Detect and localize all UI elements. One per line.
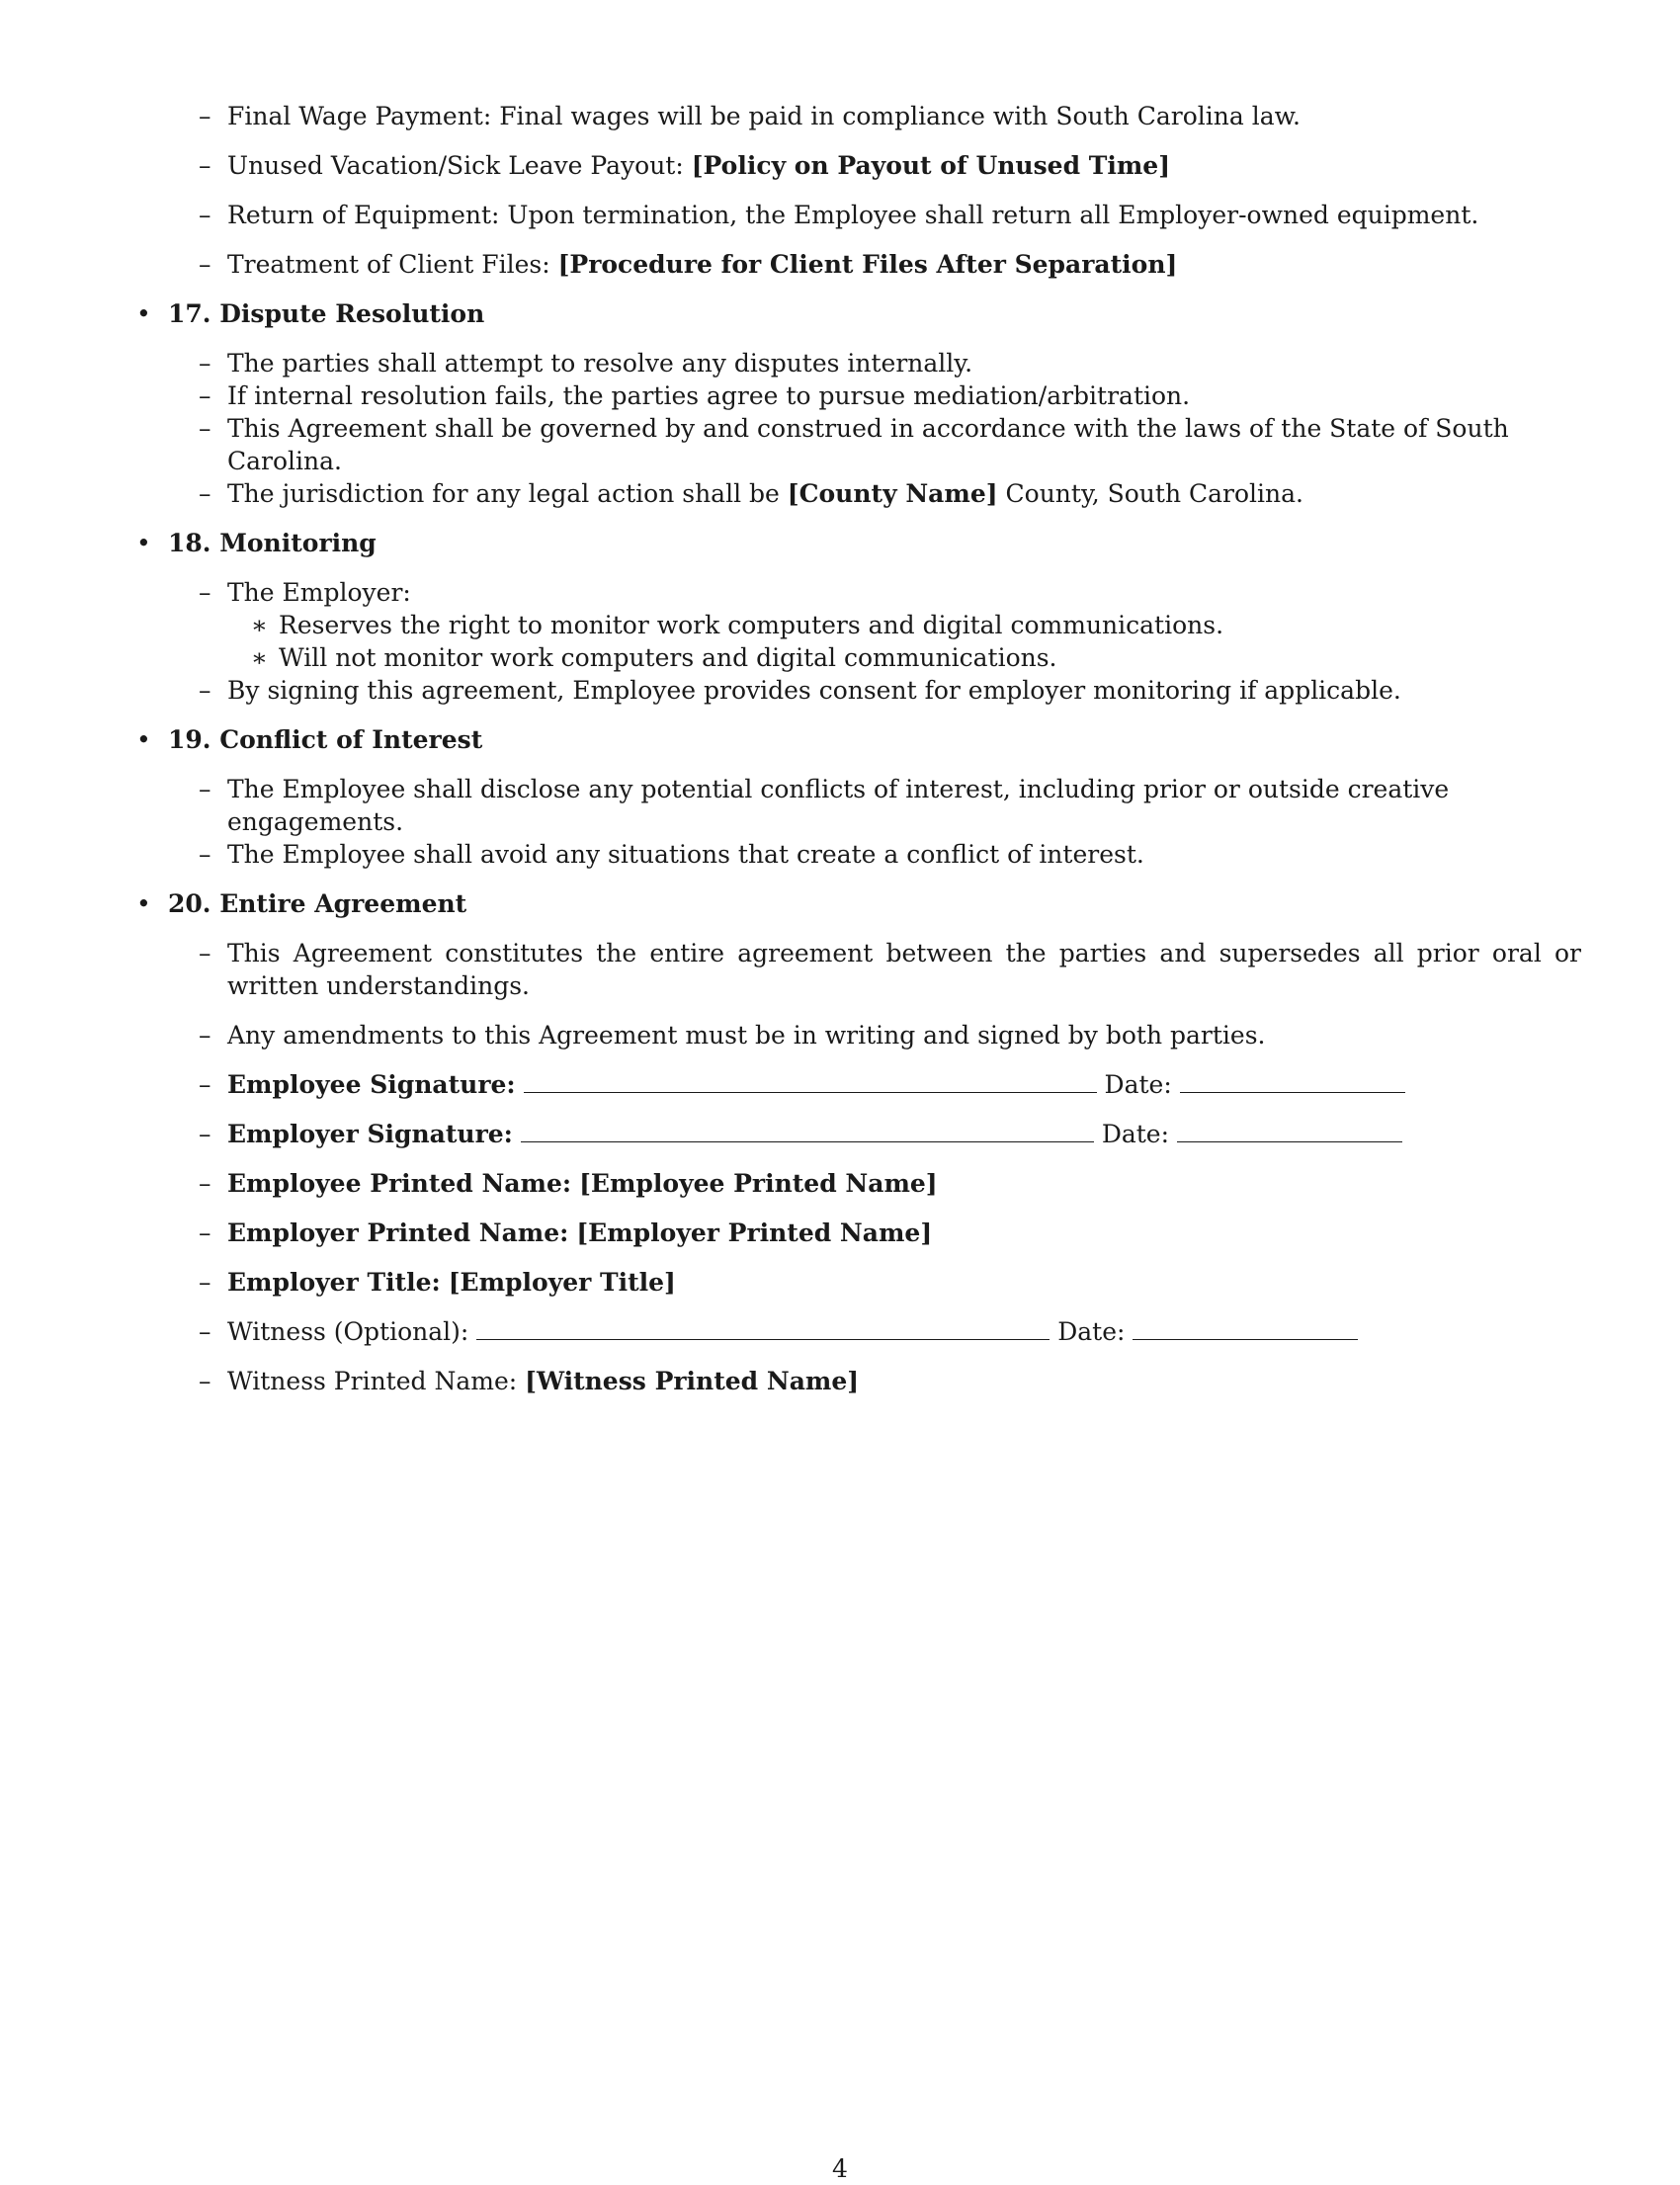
witness-date-line[interactable] [1133,1315,1358,1340]
employer-title-row: – Employer Title: [Employer Title] [199,1268,676,1297]
bullet-icon: • [136,299,151,328]
dash-bullet: – [199,1169,211,1198]
dash-bullet: – [199,939,211,967]
asterisk-bullet: ∗ [251,643,268,672]
list-item: – The Employee shall avoid any situations that create a conflict of interest. [199,840,1144,869]
entire-agreement-item: – This Agreement constitutes the entire agreement between the parties and supersedes all prior oral or written understandings. [199,939,1581,1000]
jurisdiction-item: – The jurisdiction for any legal action shall be [County Name] County, South Carolina. [199,479,1303,508]
employer-printed-name-placeholder: [Employer Printed Name] [576,1219,933,1247]
asterisk-bullet: ∗ [251,611,268,639]
bullet-icon: • [136,725,151,754]
bullet-icon: • [136,889,151,918]
list-item: – If internal resolution fails, the parties agree to pursue mediation/arbitration. [199,381,1191,410]
list-item: – This Agreement shall be governed by and construed in accordance with the laws of the State of South Carolina. [199,414,1509,475]
section-17-heading: • 17. Dispute Resolution [136,299,485,328]
final-wage-item: – Final Wage Payment: Final wages will be paid in compliance with South Carolina law. [199,102,1301,130]
monitoring-option: ∗ Will not monitor work computers and digital communications. [251,643,1057,672]
employer-date-line[interactable] [1177,1118,1402,1142]
witness-printed-name-row: – Witness Printed Name: [Witness Printed Name] [199,1367,860,1395]
dash-bullet: – [199,479,211,508]
amendments-item: – Any amendments to this Agreement must be in writing and signed by both parties. [199,1021,1266,1050]
unused-leave-item: – Unused Vacation/Sick Leave Payout: [Policy on Payout of Unused Time] [199,151,1171,180]
document-body [134,100,1581,1414]
section-19-heading: • 19. Conflict of Interest [136,725,483,754]
dash-bullet: – [199,381,211,410]
dash-bullet: – [199,840,211,869]
client-files-placeholder: [Procedure for Client Files After Separation] [557,250,1178,279]
dash-bullet: – [199,1317,211,1346]
dash-bullet: – [199,1021,211,1050]
dash-bullet: – [199,578,211,607]
unused-leave-placeholder: [Policy on Payout of Unused Time] [691,151,1171,180]
employer-signature-row: – Employer Signature: Date: [134,1118,1581,1150]
return-equipment-item: – Return of Equipment: Upon termination, the Employee shall return all Employer-owned equipment. [199,201,1479,229]
county-placeholder: [County Name] [787,479,998,508]
dash-bullet: – [199,250,211,279]
dash-bullet: – [199,102,211,130]
section-19-list [134,773,1581,871]
employer-printed-name-row: – Employer Printed Name: [Employer Printed Name] [199,1219,933,1247]
dash-bullet: – [199,349,211,378]
section-20-heading: • 20. Entire Agreement [136,889,467,918]
dash-bullet: – [199,1219,211,1247]
list-item: – The parties shall attempt to resolve any disputes internally. [199,349,973,378]
bullet-icon: • [136,529,151,557]
witness-signature-line[interactable] [476,1315,1050,1340]
witness-signature-row: – Witness (Optional): Date: [134,1315,1581,1348]
dash-bullet: – [199,1367,211,1395]
list-item: – The Employee shall disclose any potential conflicts of interest, including prior or outside creative engagements. [199,775,1450,836]
employer-label-item: – The Employer: [199,578,411,607]
employee-printed-name-row: – Employee Printed Name: [Employee Printed Name] [199,1169,938,1198]
dash-bullet: – [199,1070,211,1099]
employee-printed-name-placeholder: [Employee Printed Name] [579,1169,938,1198]
section-18-list [134,576,1581,707]
dash-bullet: – [199,676,211,705]
witness-printed-name-placeholder: [Witness Printed Name] [525,1367,860,1395]
client-files-item: – Treatment of Client Files: [Procedure for Client Files After Separation] [199,250,1178,279]
employee-date-line[interactable] [1180,1068,1405,1093]
dash-bullet: – [199,775,211,803]
page-number: 4 [832,2154,848,2183]
employee-signature-row: – Employee Signature: Date: [134,1068,1581,1101]
employee-signature-line[interactable] [524,1068,1097,1093]
monitoring-option: ∗ Reserves the right to monitor work computers and digital communications. [251,611,1224,639]
employer-signature-line[interactable] [521,1118,1094,1142]
dash-bullet: – [199,151,211,180]
section-17-list [134,347,1581,510]
dash-bullet: – [199,414,211,443]
dash-bullet: – [199,201,211,229]
consent-item: – By signing this agreement, Employee provides consent for employer monitoring if applicable. [199,676,1401,705]
employer-title-placeholder: [Employer Title] [448,1268,676,1297]
section-18-heading: • 18. Monitoring [136,529,377,557]
dash-bullet: – [199,1120,211,1148]
dash-bullet: – [199,1268,211,1297]
